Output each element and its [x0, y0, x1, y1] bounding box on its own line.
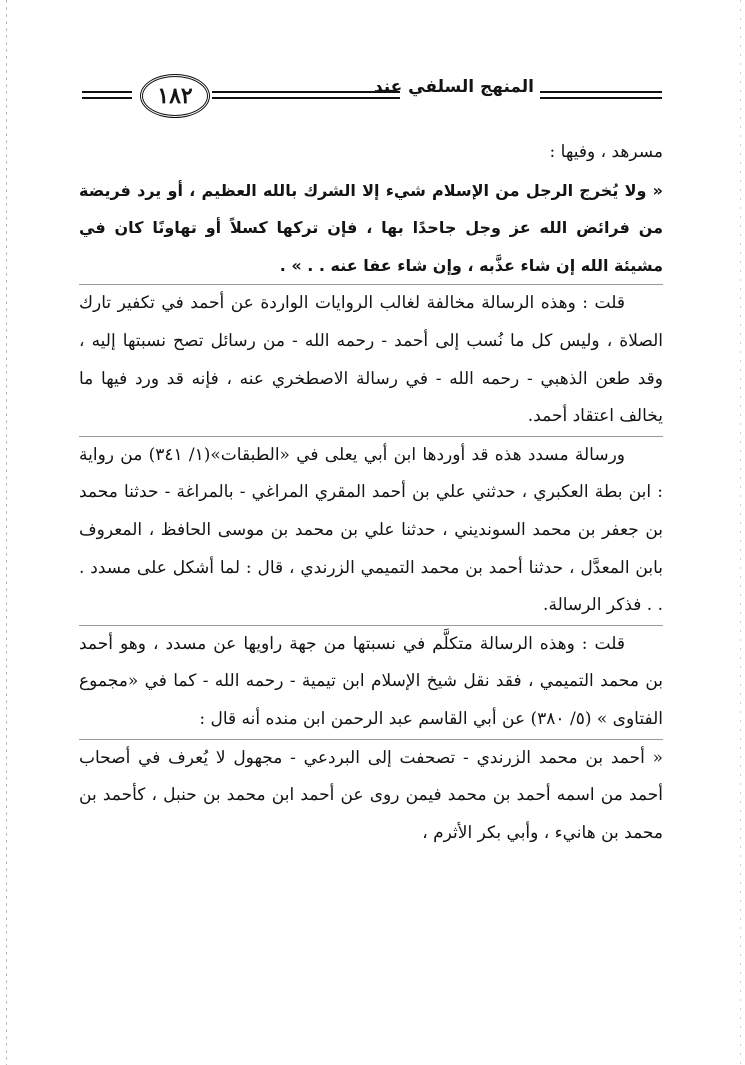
- running-title: المنهج السلفي عند: [373, 77, 534, 97]
- scan-edge-right: [740, 0, 741, 1065]
- page-number: ١٨٢: [157, 83, 193, 109]
- page-header: [82, 68, 664, 118]
- paragraph-quote-ibn-mandah: « أحمد بن محمد الزرندي - تصحفت إلى البردعي - مجهول لا يُعرف في أصحاب أحمد من اسمه أحمد بن محمد فيمن روى عن أحمد ابن محمد بن حنبل ، كأحمد بن محمد بن هانيء ، وأبي بكر الأثرم ،: [79, 747, 663, 843]
- paragraph-quote-mussadad: « ولا يُخرج الرجل من الإسلام شيء إلا الشرك بالله العظيم ، أو يرد فريضة من فرائض الله عز وجل جاحدًا بها ، فإن تركها كسلاً أو تهاونًا كان في مشيئة الله إن شاء عذَّبه ، وإن شاء عفا عنه . . » .: [79, 172, 663, 286]
- header-rule-left: [82, 91, 132, 99]
- paragraph-commentary-1: قلت : وهذه الرسالة مخالفة لغالب الروايات الواردة عن أحمد في تكفير تارك الصلاة ، وليس كل ما نُسب إلى أحمد - رحمه الله - من رسائل تصح نسبتها إليه ، وقد طعن الذهبي - رحمه الله - في رسالة الاصطخري عنه ، فإنه قد ورد فيها ما يخالف اعتقاد أحمد.: [79, 285, 663, 436]
- scan-edge-left: [6, 0, 7, 1065]
- body-text: [79, 134, 663, 852]
- header-rule-middle: [212, 91, 400, 99]
- paragraph-intro: مسرهد ، وفيها :: [549, 142, 663, 162]
- header-rule-right: [540, 91, 662, 99]
- paragraph-commentary-2: قلت : وهذه الرسالة متكلَّم في نسبتها من جهة راويها عن مسدد ، وهو أحمد بن محمد التميمي ، فقد نقل شيخ الإسلام ابن تيمية - رحمه الله - كما في «مجموع الفتاوى » (٥/ ٣٨٠) عن أبي القاسم عبد الرحمن ابن منده أنه قال :: [79, 626, 663, 740]
- paragraph-isnad: ورسالة مسدد هذه قد أوردها ابن أبي يعلى في «الطبقات»(١/ ٣٤١) من رواية : ابن بطة العكبري ، حدثني علي بن أحمد المقري المراغي - بالمراغة - حدثنا محمد بن جعفر بن محمد السونديني ، حدثنا علي بن محمد بن موسى الحافظ ، المعروف بابن المعدَّل ، حدثنا أحمد بن محمد التميمي الزرندي ، قال : لما أشكل على مسدد . . . فذكر الرسالة.: [79, 437, 663, 626]
- page-number-badge: [140, 74, 210, 118]
